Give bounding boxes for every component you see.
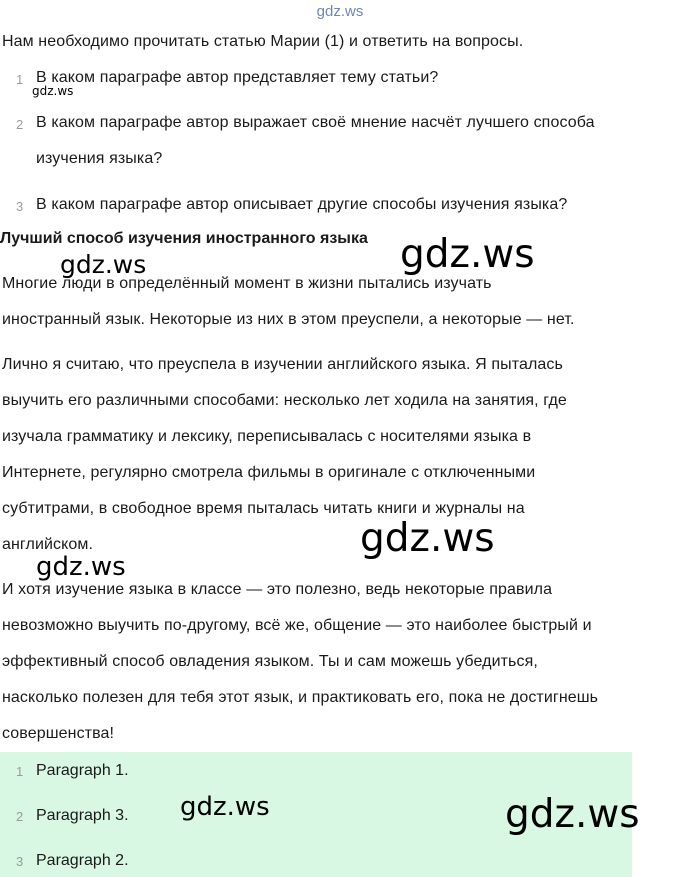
paragraph-line: субтитрами, в свободное время пыталась читать книги и журналы на xyxy=(2,500,525,517)
paragraph-line: иностранный язык. Некоторые из них в этом преуспели, а некоторые — нет. xyxy=(2,311,575,328)
intro-text: Нам необходимо прочитать статью Марии (1) и ответить на вопросы. xyxy=(2,33,524,50)
watermark-top: gdz.ws xyxy=(316,3,364,20)
answer-text: Paragraph 1. xyxy=(36,762,129,779)
paragraph-line: насколько полезен для тебя этот язык, и практиковать его, пока не достигнешь xyxy=(2,689,599,706)
answer-text: Paragraph 3. xyxy=(36,807,129,824)
paragraph-line: совершенства! xyxy=(2,725,115,742)
answer-number: 1 xyxy=(16,764,24,779)
watermark-para-left: gdz.ws xyxy=(36,552,126,582)
article-paragraph-3 xyxy=(2,572,678,752)
watermark-heading-right: gdz.ws xyxy=(400,232,535,277)
paragraph-line: английском. xyxy=(2,536,94,553)
question-text: В каком параграфе автор представляет тему статьи? xyxy=(36,69,439,86)
question-number: 1 xyxy=(16,72,24,87)
paragraph-line: И хотя изучение языка в классе — это полезно, ведь некоторые правила xyxy=(2,581,553,598)
question-number: 2 xyxy=(16,117,24,132)
answer-number: 2 xyxy=(16,809,24,824)
question-text-line1: В каком параграфе автор выражает своё мнение насчёт лучшего способа xyxy=(36,114,595,131)
question-text-line2: изучения языка? xyxy=(36,150,163,167)
watermark-answers-right: gdz.ws xyxy=(505,792,640,837)
paragraph-line: Лично я считаю, что преуспела в изучении английского языка. Я пыталась xyxy=(2,356,563,373)
answer-text: Paragraph 2. xyxy=(36,852,129,869)
paragraph-line: изучала грамматику и лексику, переписывалась с носителями языка в xyxy=(2,428,532,445)
paragraph-line: эффективный способ овладения языком. Ты и сам можешь убедиться, xyxy=(2,653,538,670)
answer-number: 3 xyxy=(16,854,24,869)
question-text: В каком параграфе автор описывает другие способы изучения языка? xyxy=(36,196,568,213)
article-paragraph-1 xyxy=(2,266,678,338)
paragraph-line: Интернете, регулярно смотрела фильмы в оригинале с отключенными xyxy=(2,464,536,481)
article-title: Лучший способ изучения иностранного языка xyxy=(0,230,368,247)
watermark-para-center: gdz.ws xyxy=(360,516,495,561)
paragraph-line: невозможно выучить по-другому, всё же, общение — это наиболее быстрый и xyxy=(2,617,592,634)
watermark-answers-middle: gdz.ws xyxy=(180,792,270,822)
paragraph-line: Многие люди в определённый момент в жизни пытались изучать xyxy=(2,275,492,292)
watermark-heading-left: gdz.ws xyxy=(60,250,147,279)
question-number: 3 xyxy=(16,199,24,214)
article-paragraph-2 xyxy=(2,347,678,563)
watermark-small: gdz.ws xyxy=(32,84,74,98)
paragraph-line: выучить его различными способами: несколько лет ходила на занятия, где xyxy=(2,392,567,409)
